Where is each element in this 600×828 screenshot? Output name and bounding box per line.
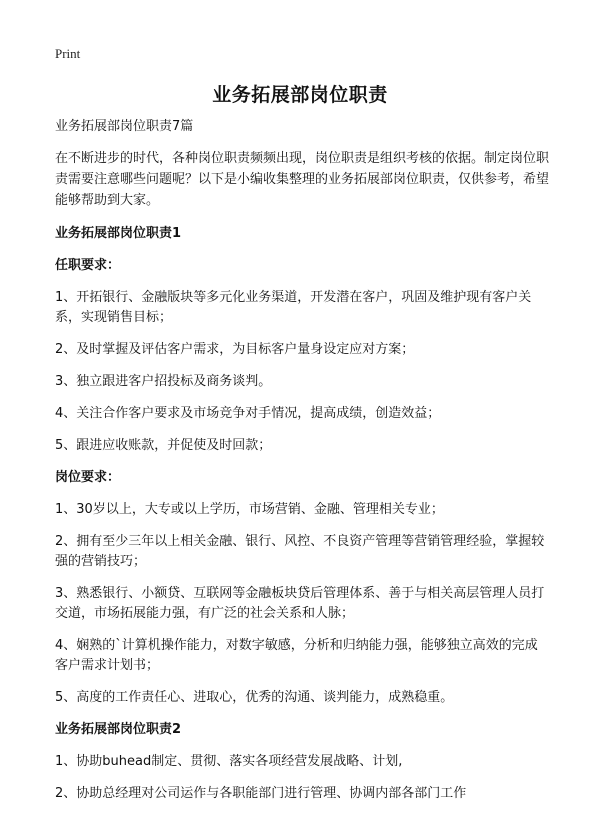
list-item: 2、及时掌握及评估客户需求，为目标客户量身设定应对方案；: [55, 342, 415, 357]
document-body: [55, 117, 550, 816]
print-link[interactable]: Print: [55, 46, 81, 61]
section-1: [55, 224, 550, 708]
list-item: 3、独立跟进客户招投标及商务谈判。: [55, 374, 272, 389]
list-item: 1、协助buhead制定、贯彻、落实各项经营发展战略、计划,: [55, 754, 403, 769]
group-label-job-requirements: 任职要求：: [55, 258, 121, 273]
group-label-position-requirements: 岗位要求：: [55, 470, 121, 485]
list-item: 1、开拓银行、金融版块等多元化业务渠道，开发潜在客户，巩固及维护现有客户关系，实现销售目标；: [55, 290, 532, 325]
page-title: 业务拓展部岗位职责: [212, 84, 388, 106]
list-item: 5、跟进应收账款，并促使及时回款；: [55, 438, 272, 453]
document-subtitle: 业务拓展部岗位职责7篇: [55, 119, 194, 134]
section-heading: 业务拓展部岗位职责1: [55, 226, 182, 241]
list-item: 1、30岁以上，大专或以上学历，市场营销、金融、管理相关专业；: [55, 502, 444, 517]
list-item: 4、关注合作客户要求及市场竞争对手情况，提高成绩，创造效益；: [55, 406, 441, 421]
section-2: [55, 720, 550, 804]
list-item: 4、娴熟的`计算机操作能力，对数字敏感，分析和归纳能力强，能够独立高效的完成客户需求计划书；: [55, 638, 538, 673]
section-heading: 业务拓展部岗位职责2: [55, 722, 182, 737]
list-item: 3、熟悉银行、小额贷、互联网等金融板块贷后管理体系、善于与相关高层管理人员打交道，市场拓展能力强，有广泛的社会关系和人脉；: [55, 586, 545, 621]
list-item: 2、拥有至少三年以上相关金融、银行、风控、不良资产管理等营销管理经验，掌握较强的营销技巧；: [55, 534, 545, 569]
intro-paragraph: 在不断进步的时代，各种岗位职责频频出现，岗位职责是组织考核的依据。制定岗位职责需要注意哪些问题呢？以下是小编收集整理的业务拓展部岗位职责，仅供参考，希望能够帮助到大家。: [55, 151, 550, 208]
list-item: 2、协助总经理对公司运作与各职能部门进行管理、协调内部各部门工作: [55, 786, 467, 801]
list-item: 5、高度的工作责任心、进取心，优秀的沟通、谈判能力，成熟稳重。: [55, 690, 454, 705]
